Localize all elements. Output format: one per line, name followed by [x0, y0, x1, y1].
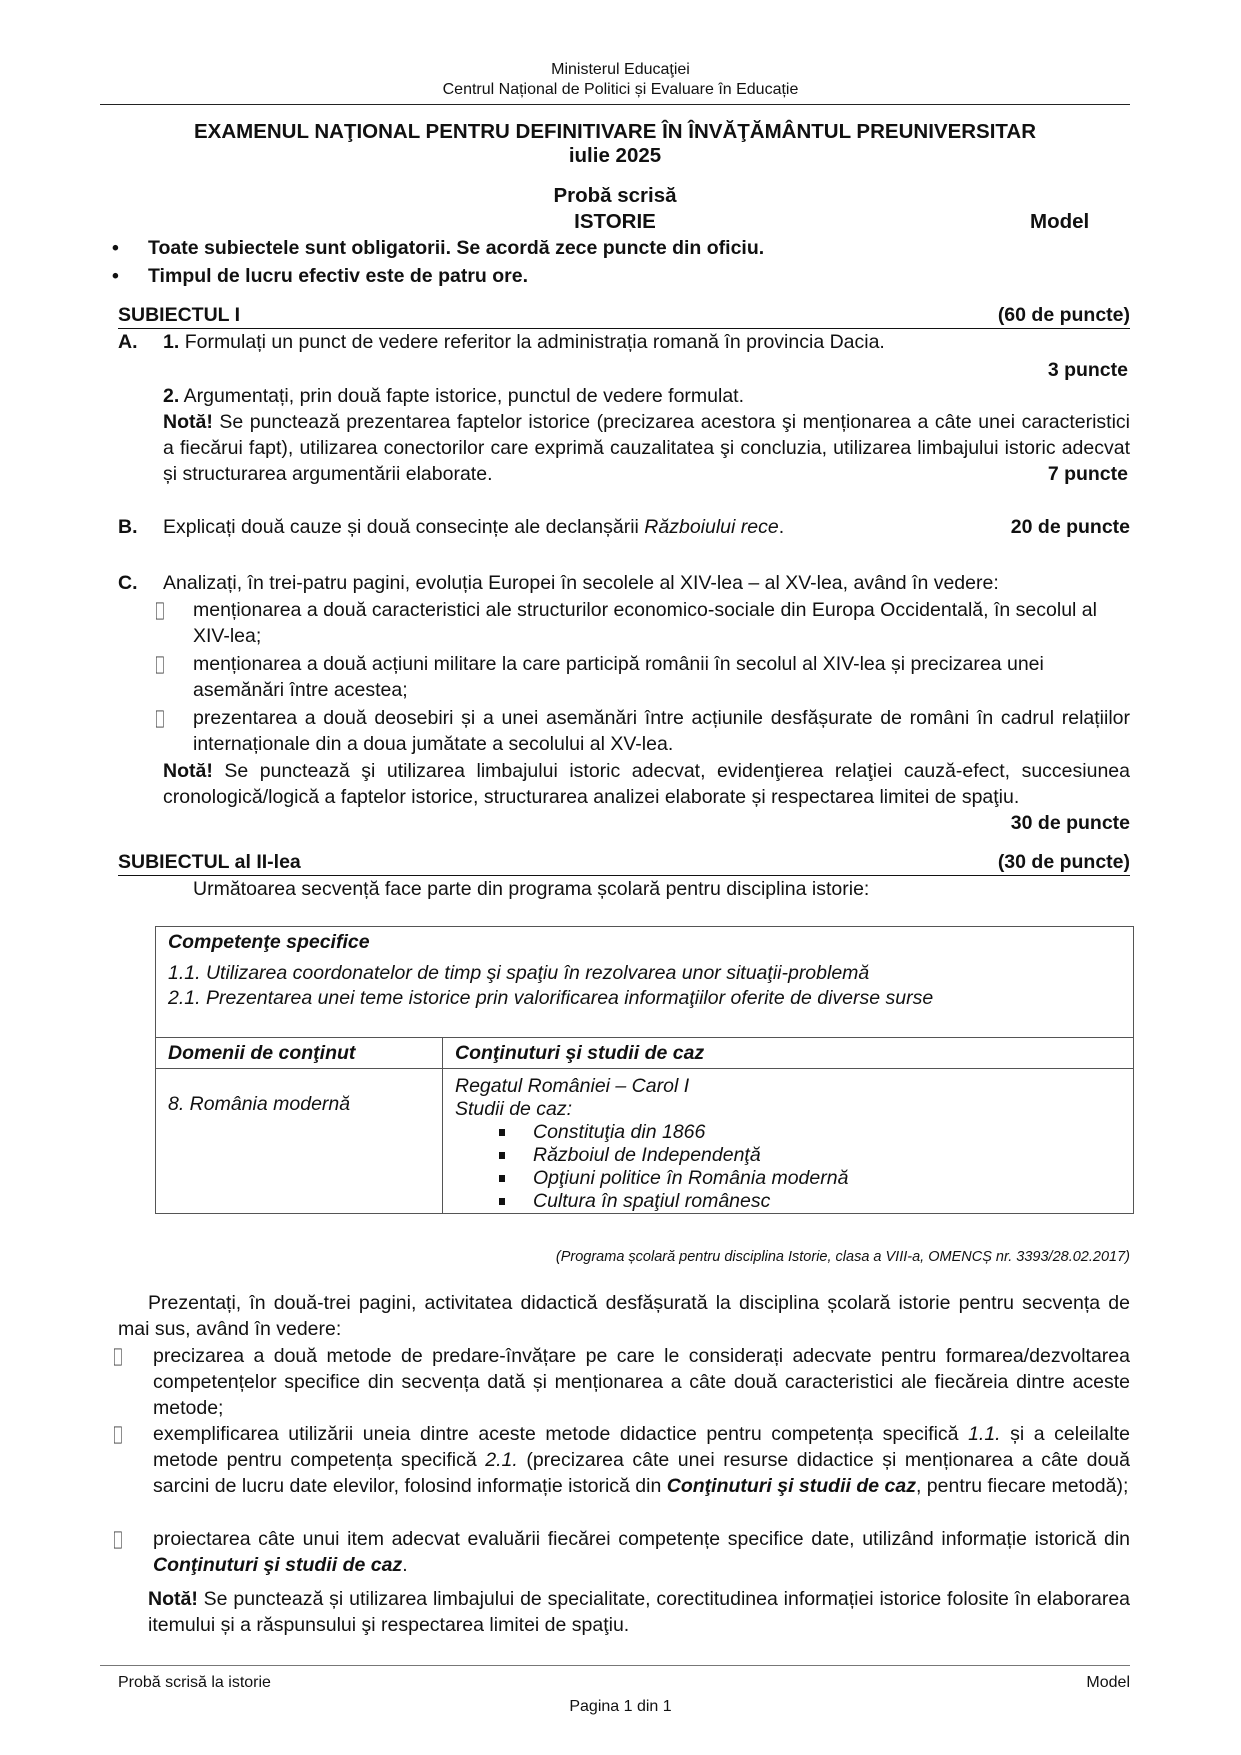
footer-divider — [100, 1665, 1130, 1666]
missing-glyph-bullet-icon — [156, 603, 164, 620]
question-c-item-3: prezentarea a două deosebiri și a unei asemănări între acțiunile desfășurate de români în cadrul relațiilor internaționale din a doua jumătate a secolului al XV-lea. — [193, 707, 1130, 755]
domain-cell: 8. România modernă — [156, 1069, 443, 1214]
subject2-note: Notă! Se punctează și utilizarea limbajului de specialitate, corectitudinea informației istorice folosite în elaborarea itemului și a răspunsului şi respectarea limitei de spaţiu. — [148, 1588, 1131, 1636]
subject2-heading — [118, 849, 1130, 876]
missing-glyph-bullet-icon — [114, 1427, 122, 1444]
competence-1: 1.1. Utilizarea coordonatelor de timp şi spaţiu în rezolvarea unor situaţii-problemă — [168, 962, 870, 984]
curriculum-source: (Programa școlară pentru disciplina Istorie, clasa a VIII-a, OMENCȘ nr. 3393/28.02.2017) — [555, 1249, 1130, 1265]
competences-cell — [156, 927, 1134, 1038]
missing-glyph-bullet-icon — [114, 1349, 122, 1366]
question-c-intro: Analizați, în trei-patru pagini, evoluția Europei în secolele al XIV-lea – al XV-lea, având în vedere: — [163, 572, 999, 594]
footer-left: Probă scrisă la istorie — [118, 1674, 271, 1691]
task-text: exemplificarea utilizării uneia dintre aceste metode didactice pentru competența specifică — [153, 1423, 969, 1445]
section-a-letter: A. — [118, 331, 138, 353]
rule-bullet: • — [112, 237, 119, 259]
col-header-domains: Domenii de conţinut — [156, 1038, 443, 1069]
rule-bullet: • — [112, 265, 119, 287]
missing-glyph-bullet-icon — [114, 1532, 122, 1549]
case-studies-list — [455, 1121, 1121, 1213]
case-study-item: Cultura în spaţiul românesc — [533, 1190, 1121, 1213]
task-item — [153, 1526, 1130, 1578]
task-text: , pentru fiecare metodă); — [915, 1475, 1129, 1497]
case-study-item: Războiul de Independenţă — [533, 1144, 1121, 1167]
task-text: 2.1. — [485, 1449, 518, 1471]
contents-cell — [443, 1069, 1134, 1214]
task-intro: Prezentați, în două-trei pagini, activitatea didactică desfășurată la disciplina școlară istorie pentru secvența de mai sus, având în vedere: — [118, 1292, 1130, 1340]
subject1-points: (60 de puncte) — [997, 304, 1130, 326]
subject-name: ISTORIE — [574, 210, 656, 233]
task-item — [153, 1343, 1130, 1421]
section-c-letter: C. — [118, 572, 138, 594]
ministry-name: Ministerul Educaţiei — [551, 61, 690, 78]
question-a1-points: 3 puncte — [1047, 359, 1128, 381]
case-study-item: Opţiuni politice în România modernă — [533, 1167, 1121, 1190]
question-c-points: 30 de puncte — [1003, 810, 1130, 836]
header-divider — [100, 104, 1130, 105]
task-text: precizarea a două metode de predare-învățare pe care le considerați adecvate pentru formarea/dezvoltarea competențelor specifice din secvența dată și menționarea a câte două caracteristici ale fiecăreia dintre aceste metode; — [153, 1345, 1130, 1419]
subject2-intro: Următoarea secvență face parte din programa școlară pentru disciplina istorie: — [193, 878, 870, 900]
col-header-contents: Conţinuturi şi studii de caz — [443, 1038, 1134, 1069]
subject1-heading — [118, 302, 1130, 329]
competence-2: 2.1. Prezentarea unei teme istorice prin valorificarea informaţiilor oferite de diverse surse — [168, 987, 934, 1009]
rule-1: Toate subiectele sunt obligatorii. Se acordă zece puncte din oficiu. — [148, 237, 765, 259]
task-text: Conţinuturi şi studii de caz — [666, 1475, 916, 1497]
task-text: Conţinuturi şi studii de caz — [153, 1554, 403, 1576]
task-text: proiectarea câte unui item adecvat evaluării fiecărei competențe specifice date, utilizând informație istorică din — [153, 1528, 1130, 1550]
missing-glyph-bullet-icon — [156, 657, 164, 674]
task-text: și a celeilalte metode pentru competența specifică — [153, 1423, 1130, 1471]
variant-label: Model — [1030, 210, 1090, 233]
page-number: Pagina 1 din 1 — [569, 1698, 672, 1715]
exam-session: iulie 2025 — [568, 144, 662, 167]
question-c-item-1: menționarea a două caracteristici ale structurilor economico-sociale din Europa Occidentală, în secolul al XIV-lea; — [193, 599, 1097, 647]
content-title: Regatul României – Carol I — [455, 1075, 690, 1097]
question-b: Explicați două cauze și două consecințe ale declanșării Războiului rece. — [163, 516, 785, 538]
question-a2-note: Notă! Se punctează prezentarea faptelor istorice (precizarea acestora şi menționarea a câte unei caracteristici a fiecărui fapt), utilizarea conectorilor care exprimă cauzalitatea şi concluzia, utilizarea limbajului istoric adecvat și structurarea argumentării elaborate. — [163, 411, 1131, 485]
subject2-title: SUBIECTUL al II-lea — [118, 851, 301, 873]
question-a2-points: 7 puncte — [1040, 461, 1128, 487]
missing-glyph-bullet-icon — [156, 711, 164, 728]
subject1-title: SUBIECTUL I — [118, 304, 241, 326]
question-c-item-2: menționarea a două acțiuni militare la care participă românii în secolul al XIV-lea și precizarea unei asemănări între acestea; — [193, 653, 1044, 701]
test-type: Probă scrisă — [553, 184, 677, 207]
question-b-points: 20 de puncte — [1010, 516, 1130, 538]
task-item — [153, 1421, 1130, 1499]
competences-header: Competenţe specifice — [168, 931, 370, 953]
question-a2: 2. Argumentați, prin două fapte istorice, punctul de vedere formulat. — [163, 385, 745, 407]
footer-right: Model — [1086, 1674, 1130, 1691]
task-text: . — [402, 1554, 408, 1576]
question-c-note: Notă! Se punctează şi utilizarea limbajului istoric adecvat, evidenţierea relaţiei cauză-efect, succesiunea cronologică/logică a faptelor istorice, structurarea analizei elaborate și respectarea limitei de spaţiu. — [163, 760, 1130, 808]
subject2-points: (30 de puncte) — [997, 851, 1130, 873]
exam-title: EXAMENUL NAŢIONAL PENTRU DEFINITIVARE ÎN ÎNVĂŢĂMÂNTUL PREUNIVERSITAR — [193, 120, 1037, 143]
case-study-item: Constituţia din 1866 — [533, 1121, 1121, 1144]
question-a1: 1. Formulați un punct de vedere referitor la administrația romană în provincia Dacia. — [163, 331, 885, 353]
center-name: Centrul Național de Politici și Evaluare în Educație — [442, 81, 799, 98]
rule-2: Timpul de lucru efectiv este de patru ore. — [148, 265, 528, 287]
task-text: 1.1. — [968, 1423, 1001, 1445]
curriculum-table — [155, 926, 1134, 1214]
section-b-letter: B. — [118, 516, 138, 538]
case-studies-label: Studii de caz: — [455, 1098, 573, 1120]
task-text: (precizarea câte unei resurse didactice și menționarea a câte două sarcini de lucru date elevilor, folosind informație istorică din — [153, 1449, 1130, 1497]
